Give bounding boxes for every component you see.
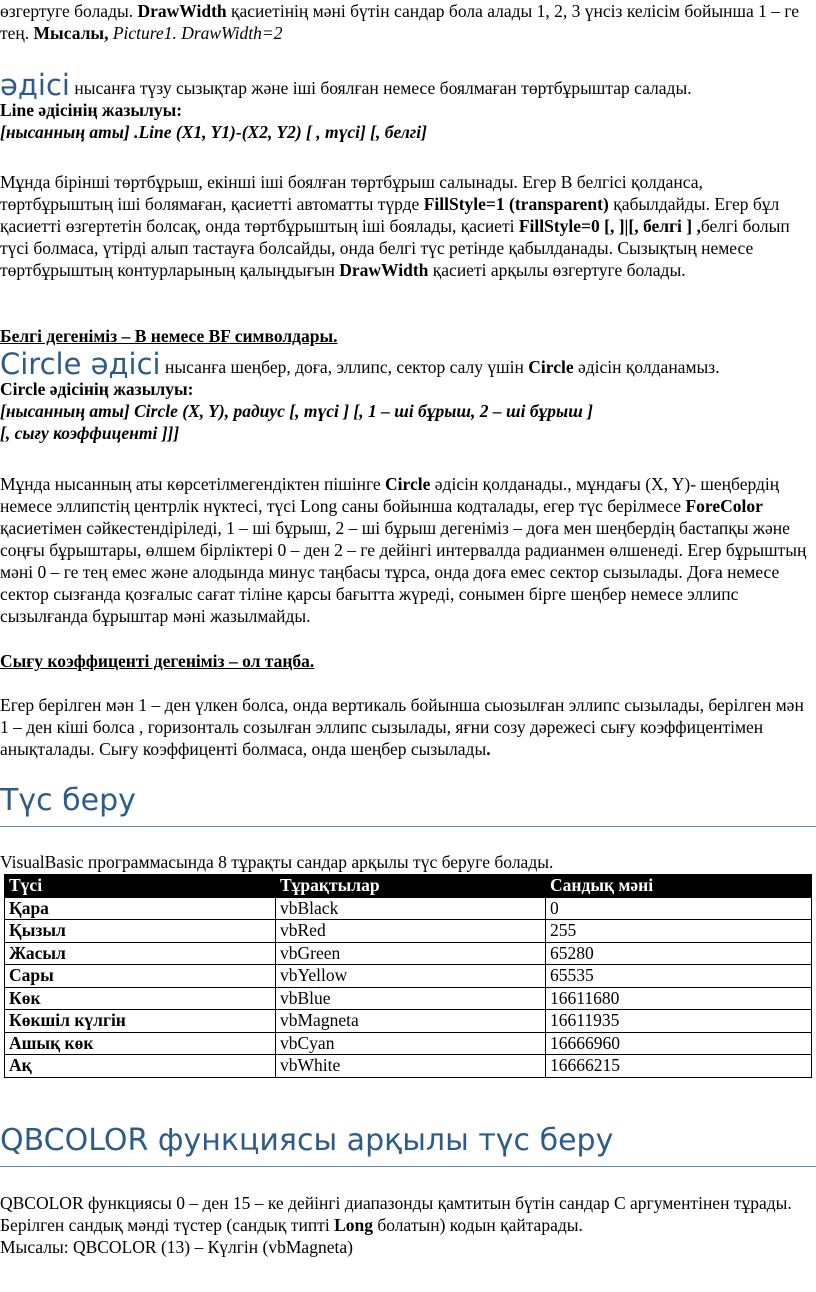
circle-syntax-label: Circle әдісінің жазылуы:	[0, 379, 194, 399]
sign-note: Белгі дегеніміз – В немесе BF символдары.	[0, 326, 338, 346]
table-row: Жасыл vbGreen 65280	[5, 942, 812, 965]
colors-intro: VisualBasic программасында 8 тұрақты сандар арқылы түс беруге болады.	[0, 852, 554, 872]
circle-syntax-line2: [, сығу коэффиценті ]]]	[0, 423, 180, 443]
table-row: Ақ vbWhite 16666215	[5, 1055, 812, 1078]
paragraph-circle-details: Мұнда нысанның аты көрсетілмегендіктен пішінге Circle әдісін қолданады., мұндағы (X, Y)- шеңбердің немесе эллипстің центрлік нүктесі, түсі Long саны бойынша кодталады, егер түс берілмесе ForeColor қасиетімен сәйкестендіріледі, 1 – ші бұрыш, 2 – ші бұрыш дегеніміз – доға мен шеңбердің бастапқы және соңғы бұрыштары, өлшем бірліктері 0 – ден 2 – ге дейінгі интервалда радианмен өлшенеді. Егер бұрыштың мәні 0 – ге тең емес және алодында минус таңбасы тұрса, онда доға емес сектор сызылады. Доға немесе сектор сызғанда қозғалыс сағат тіліне қарсы бағытта жүреді, сонымен бірге шеңбер немесе эллипс сызылғанда бұрыштар мәні жазылмайды.	[0, 474, 807, 626]
table-header-cell: Сандық мәні	[546, 875, 812, 898]
table-header-cell: Тұрақтылар	[276, 875, 546, 898]
line-method-block: әдісі нысанға түзу сызықтар және іші боялған немесе боялмаған төртбұрыштар салады. Line әдісінің жазылуы: [нысанның аты] .Line (X1, Y1)-(X2, Y2) [ , түсі] [, белгі]	[0, 74, 812, 143]
table-row: Қара vbBlack 0	[5, 897, 812, 920]
table-row: Сары vbYellow 65535	[5, 965, 812, 988]
line-syntax: [нысанның аты] .Line (X1, Y1)-(X2, Y2) [ , түсі] [, белгі]	[0, 122, 427, 142]
color-constants-table	[4, 874, 812, 1078]
table-header-cell: Түсі	[5, 875, 276, 898]
table-header-row	[5, 875, 812, 898]
section-divider	[0, 826, 816, 827]
paragraph-qbcolor: QBCOLOR функциясы 0 – ден 15 – ке дейінгі диапазонды қамтитын бүтін сандар С аргументінен тұрады. Берілген сандық мәнді түстер (сандық типті Long болатын) кодын қайтарады. Мысалы: QBCOLOR (13) – Күлгін (vbMagneta)	[0, 1192, 812, 1258]
paragraph-squeeze: Егер берілген мән 1 – ден үлкен болса, онда вертикаль бойынша сыозылған эллипс сызылады, берілген мән 1 – ден кіші болса , горизонталь созылған эллипс сызылады, яғни созу дәрежесі сығу коэффицентімен анықталады. Сығу коэффиценті болмаса, онда шеңбер сызылады.	[0, 695, 804, 759]
table-row: Көкшіл күлгін vbMagneta 16611935	[5, 1010, 812, 1033]
qbcolor-example: Мысалы: QBCOLOR (13) – Күлгін (vbMagneta)	[0, 1237, 353, 1257]
line-method-heading: әдісі	[0, 68, 70, 102]
circle-syntax-line1: [нысанның аты] Circle (X, Y), радиус [, түсі ] [, 1 – ші бұрыш, 2 – ші бұрыш ]	[0, 401, 593, 421]
line-syntax-label: Line әдісінің жазылуы:	[0, 100, 183, 120]
squeeze-note: Сығу коэффиценті дегеніміз – ол таңба.	[0, 651, 315, 671]
paragraph-line-details: Мұнда бірінші төртбұрыш, екінші іші боялған төртбұрыш салынады. Егер В белгісі қолданса, төртбұрыштың іші болямаған, қасиетті автоматты түрде FillStyle=1 (transparent) қабылдайды. Егер бұл қасиетті өзгертетін болсақ, онда төртбұрыштың іші боялады, қасиеті FillStyle=0 [, ]|[, белгі ] ,белгі болып түсі болмаса, үтірді алып тастауға болсайды, онда белгі түс ретінде қабылданады. Сызықтың немесе төртбұрыштың контурларының қалыңдығын DrawWidth қасиеті арқылы өзгертуге болады.	[0, 172, 790, 280]
table-row: Қызыл vbRed 255	[5, 920, 812, 943]
circle-method-block: Circle әдісі нысанға шеңбер, доға, эллипс, сектор салу үшін Circle әдісін қолданамыз. Circle әдісінің жазылуы: [нысанның аты] Circle (X, Y), радиус [, түсі ] [, 1 – ші бұрыш, 2 – ші бұрыш ] [, сығу коэффиценті ]]]	[0, 353, 812, 444]
table-row: Ашық көк vbCyan 16666960	[5, 1032, 812, 1055]
circle-method-heading: Circle әдісі	[0, 347, 161, 381]
paragraph-drawwidth: өзгертуге болады. DrawWidth қасиетінің мәні бүтін сандар бола алады 1, 2, 3 үнсіз келісім бойынша 1 – ге тең. Мысалы, Picture1. DrawWidth=2	[0, 1, 800, 43]
section-title-colors: Түс беру	[0, 783, 136, 818]
section-title-qbcolor: QBCOLOR функциясы арқылы түс беру	[0, 1123, 614, 1158]
table-row: Көк vbBlue 16611680	[5, 987, 812, 1010]
section-divider	[0, 1166, 816, 1167]
